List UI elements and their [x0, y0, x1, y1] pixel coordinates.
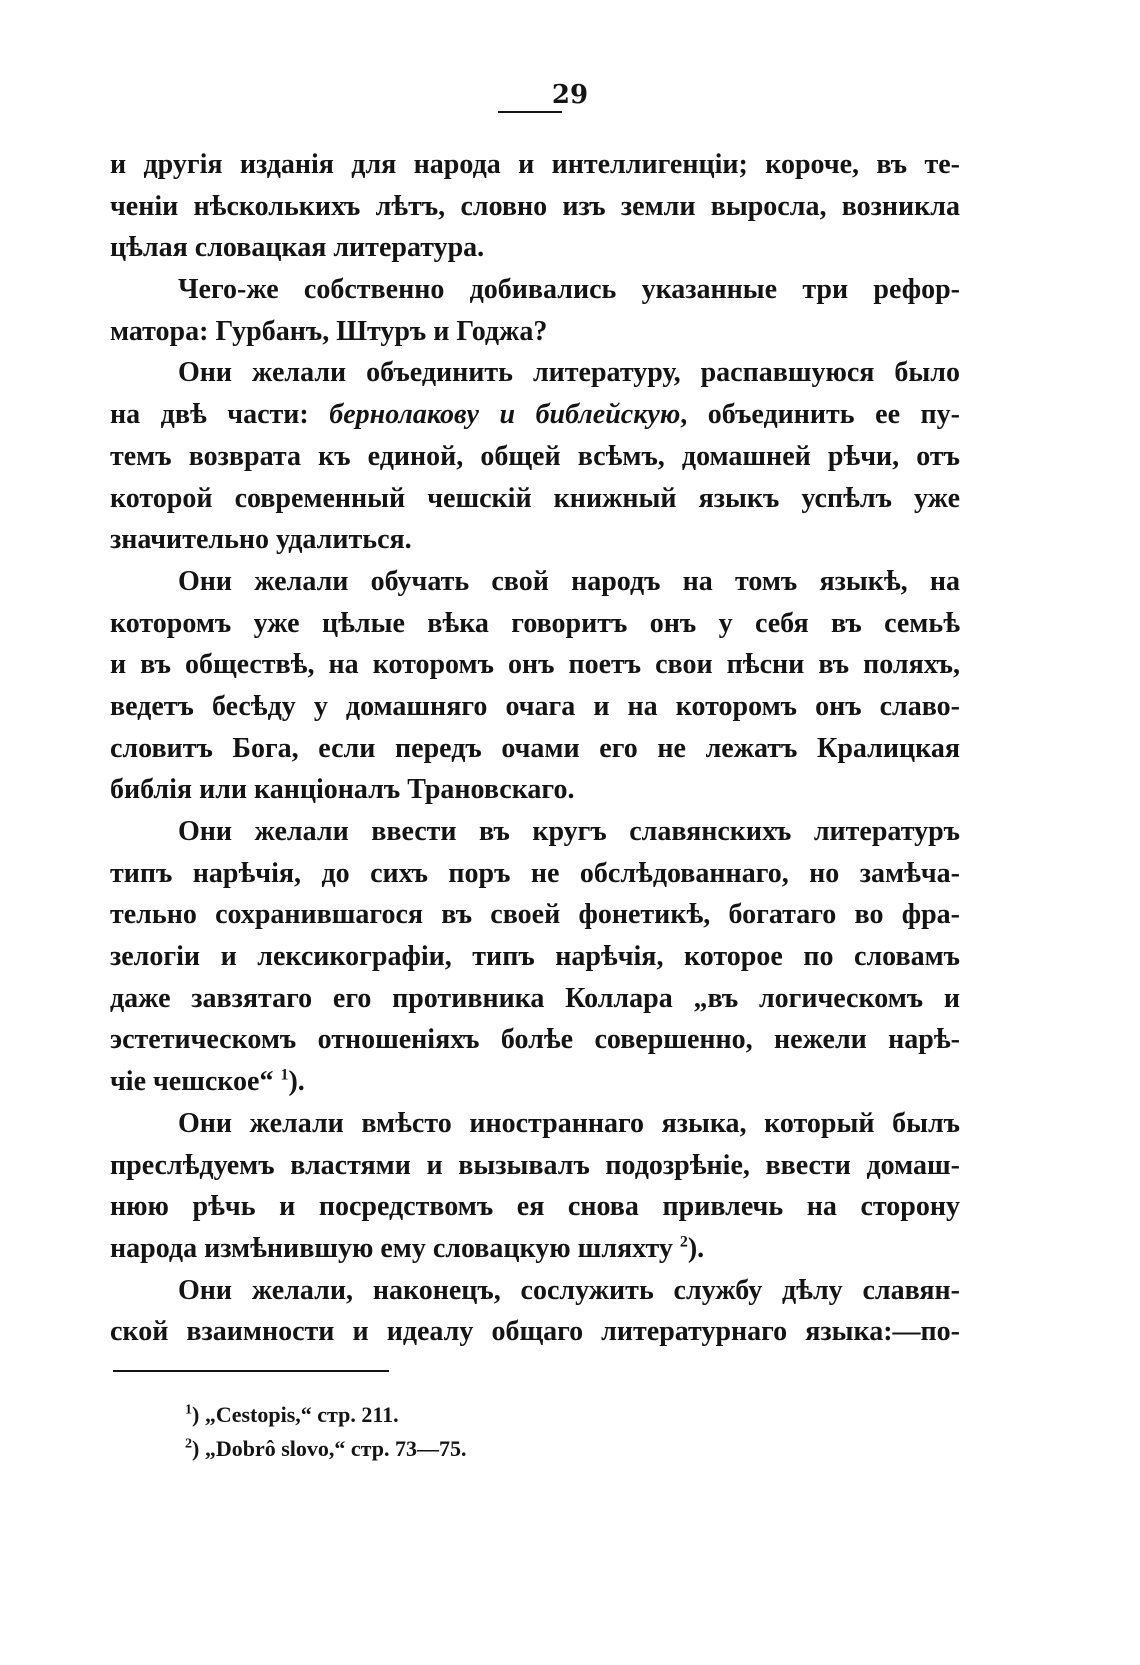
- footnote-text: ) „Dobrô slovo,“ стр. 73—75.: [192, 1436, 467, 1461]
- footnote-text: ) „Cestopis,“ стр. 211.: [192, 1402, 399, 1427]
- footnote-ref[interactable]: 2: [679, 1233, 688, 1251]
- text-line: Чего-же собственно добивались указанные три рефор-: [178, 274, 960, 306]
- text-line: Они желали обучать свой народъ на томъ языкѣ, на: [178, 565, 960, 597]
- footnote-mark: 2: [185, 1436, 192, 1452]
- text-line: нюю рѣчь и посредствомъ ея снова привлечь на сторону: [110, 1191, 960, 1223]
- body-text: [110, 144, 960, 1353]
- line-text: ).: [288, 1066, 305, 1098]
- footnote-1: [185, 1398, 466, 1432]
- text-line: Они желали, наконецъ, сослужить службу дѣлу славян-: [178, 1274, 960, 1306]
- footnote-2: [185, 1432, 466, 1466]
- text-line: темъ возврата къ единой, общей всѣмъ, домашней рѣчи, отъ: [110, 440, 960, 472]
- text-line: и въ обществѣ, на которомъ онъ поетъ свои пѣсни въ поляхъ,: [110, 649, 960, 681]
- text-line: преслѣдуемъ властями и вызывалъ подозрѣніе, ввести домаш-: [110, 1149, 960, 1181]
- text-line: и другія изданія для народа и интеллигенціи; короче, въ те-: [110, 149, 960, 180]
- italic-emphasis: бернолакову и библейскую: [329, 399, 681, 431]
- text-line: зелогіи и лексикографіи, типъ нарѣчія, которое по словамъ: [110, 941, 960, 973]
- text-line: Они желали ввести въ кругъ славянскихъ литературъ: [178, 816, 960, 847]
- line-text: чіе чешское“: [110, 1066, 281, 1098]
- footnotes: [185, 1398, 466, 1466]
- line-text: на двѣ части:: [110, 399, 330, 431]
- line-text: народа измѣнившую ему словацкую шляхту: [110, 1232, 680, 1264]
- line-text: ).: [687, 1232, 705, 1264]
- footnote-ref[interactable]: 1: [280, 1066, 289, 1084]
- text-line: библія или канціоналъ Трановскаго.: [110, 774, 575, 806]
- text-line: матора: Гурбанъ, Штуръ и Годжа?: [110, 315, 548, 347]
- text-line: Они желали объединить литературу, распавшуюся было: [178, 357, 960, 389]
- text-line: тельно сохранившагося въ своей фонетикѣ, богатаго во фра-: [110, 899, 960, 931]
- text-line: Они желали вмѣсто иностраннаго языка, который былъ: [178, 1107, 960, 1139]
- text-line: [110, 394, 960, 436]
- text-line: ченіи нѣсколькихъ лѣтъ, словно изъ земли выросла, возникла: [110, 190, 960, 222]
- page-number-underline: [498, 111, 562, 113]
- text-line: цѣлая словацкая литература.: [110, 232, 485, 264]
- footnote-mark: 1: [185, 1402, 192, 1418]
- text-line: [110, 1061, 960, 1103]
- page-number: 29: [551, 80, 589, 110]
- text-line: которой современный чешскій книжный языкъ успѣлъ уже: [110, 482, 960, 514]
- text-line: эстетическомъ отношеніяхъ болѣе совершенно, нежели нарѣ-: [110, 1024, 960, 1056]
- line-text: , объединить ее пу-: [680, 399, 960, 431]
- text-line: ведетъ бесѣду у домашняго очага и на которомъ онъ славо-: [110, 690, 960, 722]
- text-line: словитъ Бога, если передъ очами его не лежатъ Кралицкая: [110, 732, 960, 764]
- text-line: значительно удалиться.: [110, 524, 412, 556]
- text-line: типъ нарѣчія, до сихъ поръ не обслѣдованнаго, но замѣча-: [110, 857, 960, 889]
- footnote-separator: [113, 1370, 389, 1372]
- text-line: [110, 1228, 960, 1270]
- text-line: даже завзятаго его противника Коллара „въ логическомъ и: [110, 982, 960, 1014]
- text-line: ской взаимности и идеалу общаго литературнаго языка:—по-: [110, 1316, 960, 1348]
- text-line: которомъ уже цѣлые вѣка говоритъ онъ у себя въ семьѣ: [110, 607, 960, 639]
